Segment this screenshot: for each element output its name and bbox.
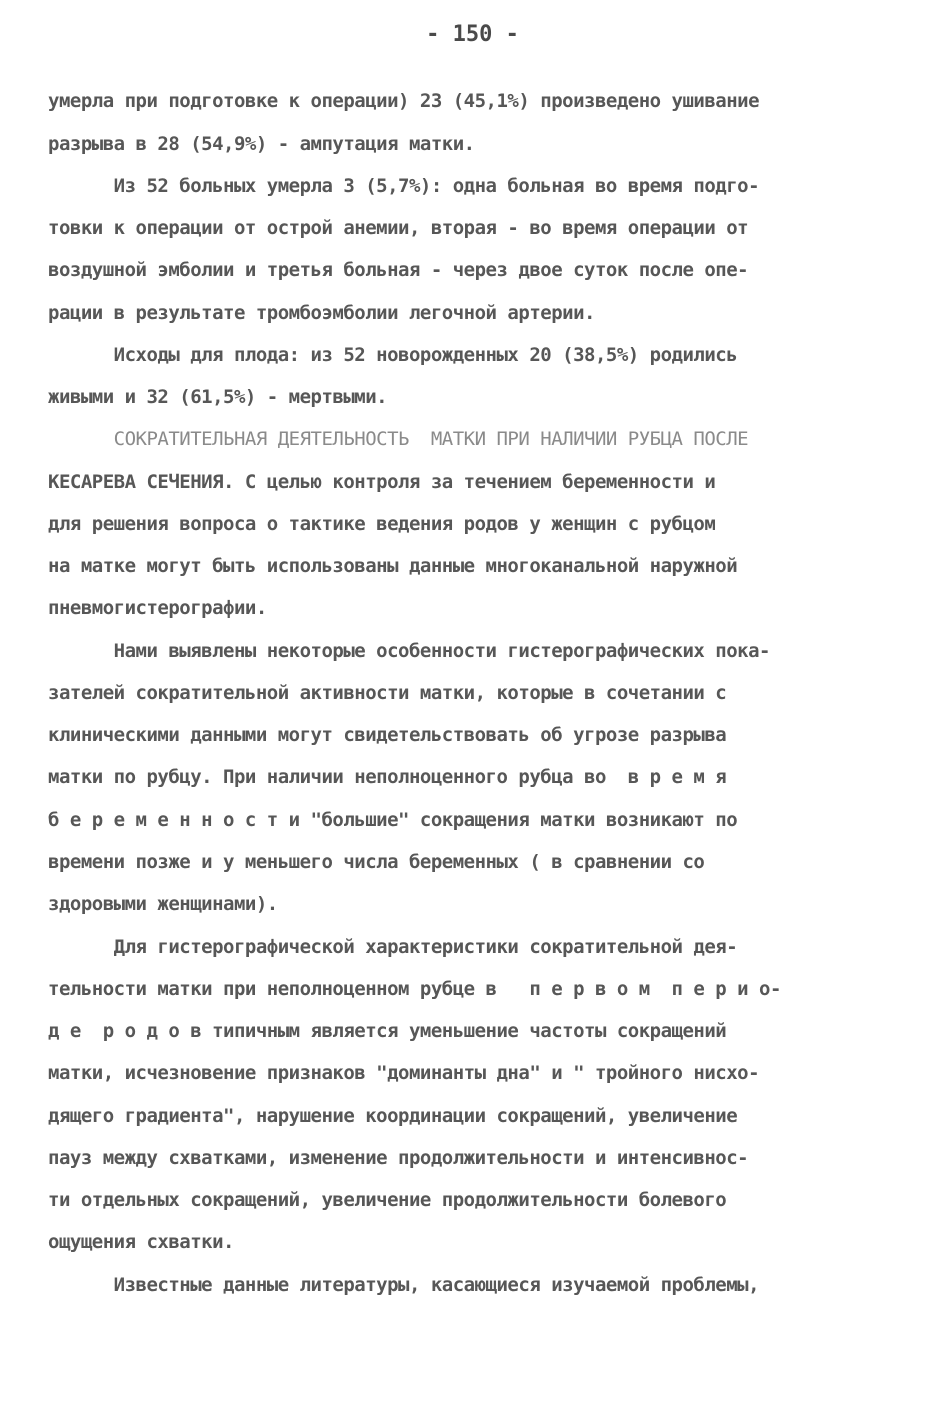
- text-line: д е р о д о в типичным является уменьшение частоты сокращений: [48, 1020, 727, 1042]
- text-line: времени позже и у меньшего числа беременных ( в сравнении со: [48, 851, 705, 873]
- text-line: живыми и 32 (61,5%) - мертвыми.: [48, 386, 388, 408]
- text-line: ощущения схватки.: [48, 1231, 234, 1253]
- text-line: зателей сократительной активности матки, которые в сочетании с: [48, 682, 727, 704]
- text-line: Для гистерографической характеристики сократительной дея-: [48, 936, 738, 958]
- text-line: дящего градиента", нарушение координации сокращений, увеличение: [48, 1105, 738, 1127]
- text-line: рации в результате тромбоэмболии легочной артерии.: [48, 302, 595, 324]
- text-line: Исходы для плода: из 52 новорожденных 20 (38,5%) родились: [48, 344, 738, 366]
- text-line: клиническими данными могут свидетельствовать об угрозе разрыва: [48, 724, 727, 746]
- text-line: здоровыми женщинами).: [48, 893, 278, 915]
- text-line: разрыва в 28 (54,9%) - ампутация матки.: [48, 133, 475, 155]
- text-line: Известные данные литературы, касающиеся изучаемой проблемы,: [48, 1274, 760, 1296]
- text-line: на матке могут быть использованы данные многоканальной наружной: [48, 555, 738, 577]
- text-line: матки по рубцу. При наличии неполноценного рубца во в р е м я: [48, 766, 727, 788]
- text-line: тельности матки при неполноценном рубце в п е р в о м п е р и о-: [48, 978, 781, 1000]
- text-line: б е р е м е н н о с т и "большие" сокращения матки возникают по: [48, 809, 738, 831]
- section-heading-line: СОКРАТИТЕЛЬНАЯ ДЕЯТЕЛЬНОСТЬ МАТКИ ПРИ НАЛИЧИИ РУБЦА ПОСЛЕ: [48, 428, 749, 450]
- text-line: товки к операции от острой анемии, вторая - во время операции от: [48, 217, 749, 239]
- text-line: пауз между схватками, изменение продолжительности и интенсивнос-: [48, 1147, 749, 1169]
- text-line: КЕСАРЕВА СЕЧЕНИЯ. С целью контроля за течением беременности и: [48, 471, 716, 493]
- text-line: Из 52 больных умерла 3 (5,7%): одна больная во время подго-: [48, 175, 760, 197]
- text-line: для решения вопроса о тактике ведения родов у женщин с рубцом: [48, 513, 716, 535]
- text-line: ти отдельных сокращений, увеличение продолжительности болевого: [48, 1189, 727, 1211]
- text-line: Нами выявлены некоторые особенности гистерографических пока-: [48, 640, 770, 662]
- text-line: воздушной эмболии и третья больная - через двое суток после опе-: [48, 259, 749, 281]
- text-line: умерла при подготовке к операции) 23 (45,1%) произведено ушивание: [48, 90, 760, 112]
- page-number: - 150 -: [426, 22, 519, 47]
- text-line: пневмогистерографии.: [48, 597, 267, 619]
- text-line: матки, исчезновение признаков "доминанты дна" и " тройного нисхо-: [48, 1062, 760, 1084]
